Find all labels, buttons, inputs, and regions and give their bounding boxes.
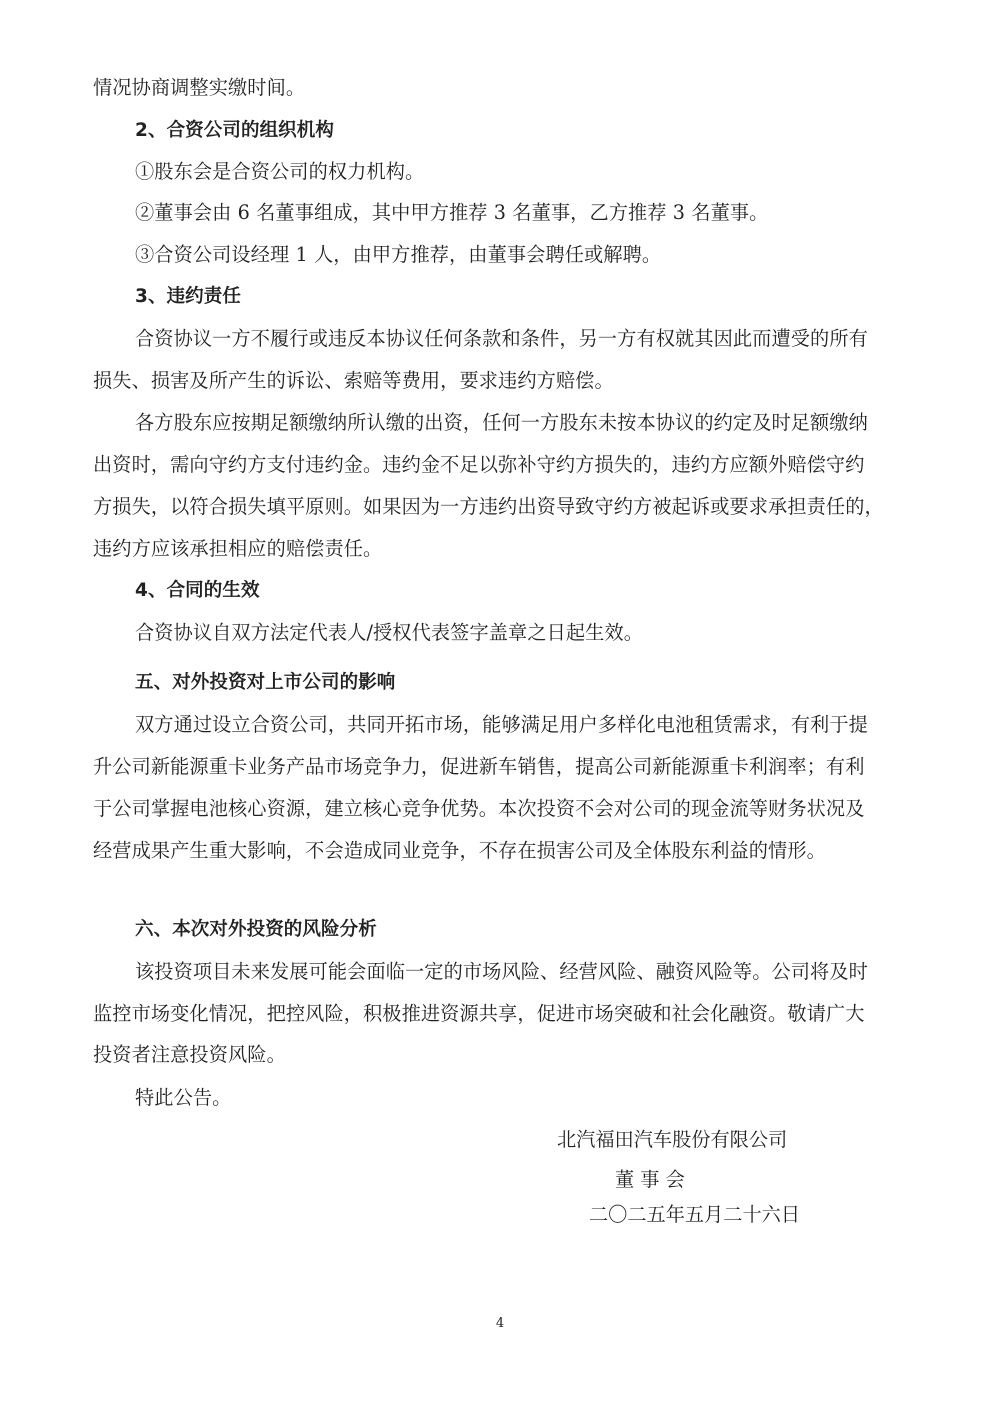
signature-date: 二〇二五年五月二十六日 — [589, 1203, 801, 1226]
paragraph-line: 合资协议自双方法定代表人/授权代表签字盖章之日起生效。 — [135, 621, 644, 644]
paragraph-line: 合资协议一方不履行或违反本协议任何条款和条件，另一方有权就其因此而遭受的所有 — [135, 327, 868, 350]
paragraph-line: 投资者注意投资风险。 — [93, 1043, 286, 1066]
paragraph-line: 损失、损害及所产生的诉讼、索赔等费用，要求违约方赔偿。 — [93, 369, 614, 392]
heading-liability: 3、违约责任 — [135, 286, 241, 307]
paragraph-line: 各方股东应按期足额缴纳所认缴的出资，任何一方股东未按本协议的约定及时足额缴纳 — [135, 411, 868, 434]
list-item: ②董事会由 6 名董事组成，其中甲方推荐 3 名董事，乙方推荐 3 名董事。 — [135, 201, 769, 224]
paragraph-line: 于公司掌握电池核心资源，建立核心竞争优势。本次投资不会对公司的现金流等财务状况及 — [93, 797, 865, 820]
heading-section-6: 六、本次对外投资的风险分析 — [135, 919, 377, 940]
heading-effectiveness: 4、合同的生效 — [135, 580, 260, 601]
closing-text: 特此公告。 — [135, 1086, 232, 1109]
paragraph-line: 升公司新能源重卡业务产品市场竞争力，促进新车销售，提高公司新能源重卡利润率；有利 — [93, 755, 865, 778]
list-item: ①股东会是合资公司的权力机构。 — [135, 160, 425, 183]
signature-company: 北汽福田汽车股份有限公司 — [557, 1128, 788, 1151]
heading-organization: 2、合资公司的组织机构 — [135, 120, 334, 141]
paragraph-continuation: 情况协商调整实缴时间。 — [93, 76, 306, 99]
paragraph-line: 监控市场变化情况，把控风险，积极推进资源共享，促进市场突破和社会化融资。敬请广大 — [93, 1002, 865, 1025]
paragraph-line: 出资时，需向守约方支付违约金。违约金不足以弥补守约方损失的，违约方应额外赔偿守约 — [93, 453, 865, 476]
paragraph-line: 该投资项目未来发展可能会面临一定的市场风险、经营风险、融资风险等。公司将及时 — [135, 960, 868, 983]
paragraph-line: 方损失，以符合损失填平原则。如果因为一方违约出资导致守约方被起诉或要求承担责任的， — [93, 495, 884, 518]
signature-board: 董 事 会 — [615, 1168, 685, 1191]
page-number: 4 — [495, 1316, 505, 1331]
paragraph-line: 双方通过设立合资公司，共同开拓市场，能够满足用户多样化电池租赁需求，有利于提 — [135, 713, 868, 736]
list-item: ③合资公司设经理 1 人，由甲方推荐，由董事会聘任或解聘。 — [135, 243, 662, 266]
heading-section-5: 五、对外投资对上市公司的影响 — [135, 672, 396, 693]
paragraph-line: 经营成果产生重大影响，不会造成同业竞争，不存在损害公司及全体股东利益的情形。 — [93, 839, 826, 862]
paragraph-line: 违约方应该承担相应的赔偿责任。 — [93, 537, 383, 560]
